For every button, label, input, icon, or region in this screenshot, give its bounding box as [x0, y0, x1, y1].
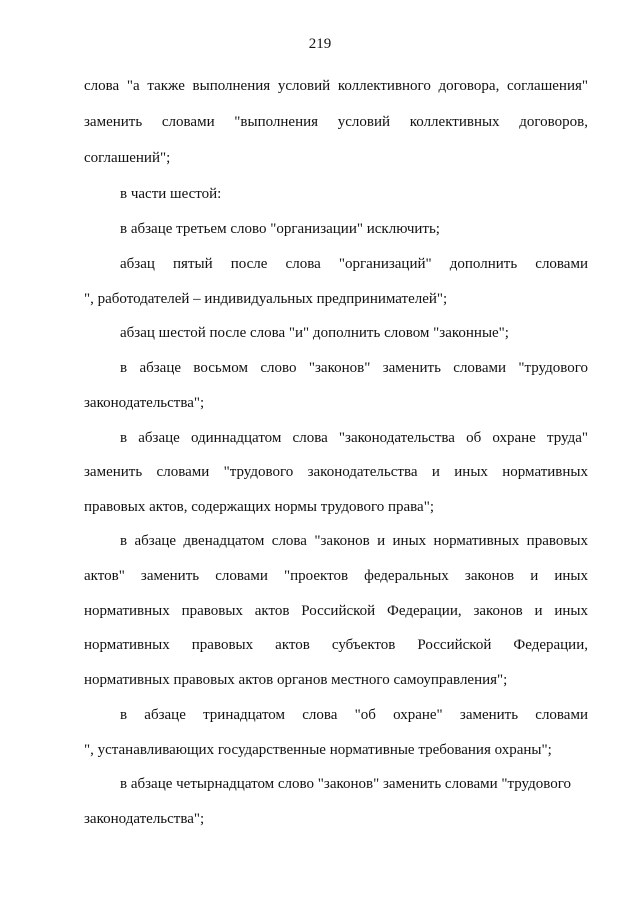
text-line: ", работодателей – индивидуальных предпринимателей"; — [84, 291, 448, 307]
text-line: нормативных правовых актов Российской Федерации, законов и иных — [84, 603, 588, 619]
text-line: законодательства"; — [84, 811, 205, 827]
text-line: заменить словами "выполнения условий коллективных договоров, — [84, 114, 588, 130]
text-line: в абзаце двенадцатом слова "законов и иных нормативных правовых — [120, 533, 588, 549]
text-line: правовых актов, содержащих нормы трудового права"; — [84, 499, 435, 515]
text-line: нормативных правовых актов органов местного самоуправления"; — [84, 672, 508, 688]
text-line: абзац пятый после слова "организаций" дополнить словами — [120, 256, 588, 272]
text-line: в абзаце восьмом слово "законов" заменить словами "трудового — [120, 360, 588, 376]
text-line: слова "а также выполнения условий коллективного договора, соглашения" — [84, 78, 588, 94]
text-line: в абзаце третьем слово "организации" исключить; — [120, 221, 440, 237]
text-line: в части шестой: — [120, 186, 222, 202]
text-line: в абзаце четырнадцатом слово "законов" заменить словами "трудового — [120, 776, 571, 792]
text-line: законодательства"; — [84, 395, 205, 411]
text-line: абзац шестой после слова "и" дополнить словом "законные"; — [120, 325, 509, 341]
text-line: заменить словами "трудового законодательства и иных нормативных — [84, 464, 588, 480]
text-line: нормативных правовых актов субъектов Российской Федерации, — [84, 637, 588, 653]
text-line: актов" заменить словами "проектов федеральных законов и иных — [84, 568, 588, 584]
text-line: соглашений"; — [84, 150, 171, 166]
text-line: ", устанавливающих государственные нормативные требования охраны"; — [84, 742, 552, 758]
page-number: 219 — [308, 36, 332, 52]
text-line: в абзаце одиннадцатом слова "законодательства об охране труда" — [120, 430, 588, 446]
text-line: в абзаце тринадцатом слова "об охране" заменить словами — [120, 707, 588, 723]
